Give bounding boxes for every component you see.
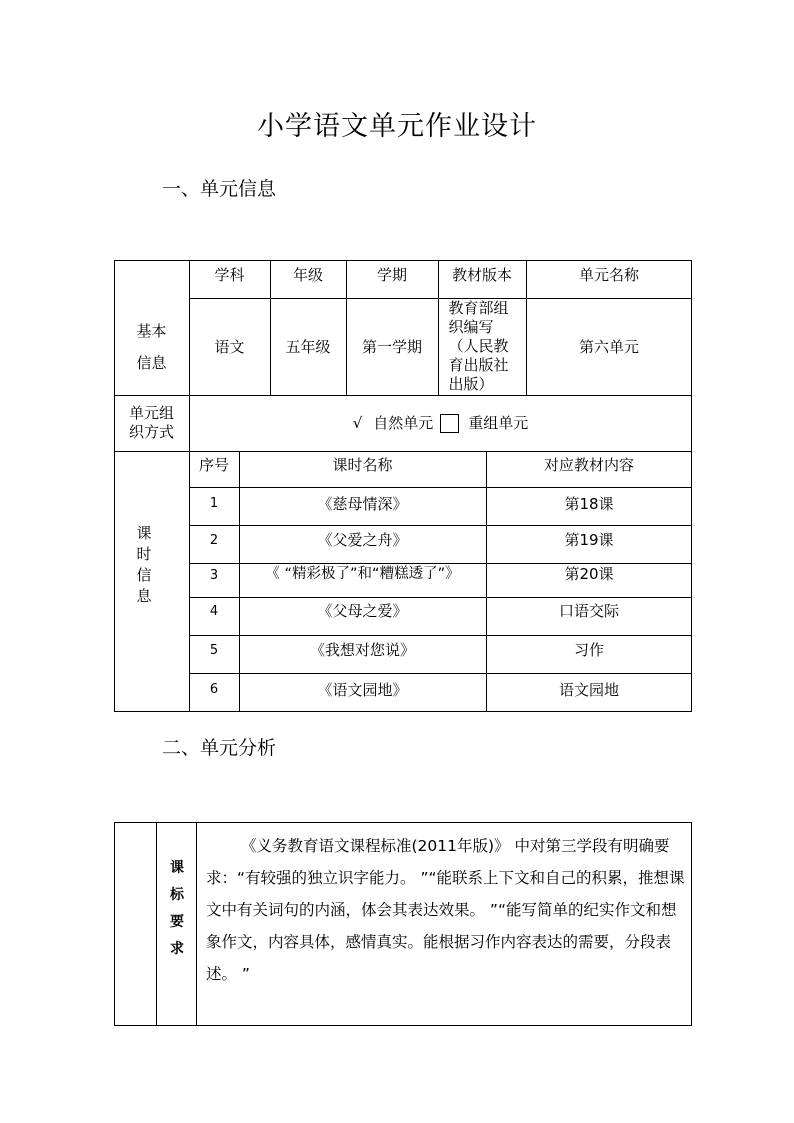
- curriculum-label-char3: 要: [170, 914, 184, 930]
- lesson-no: 4: [209, 604, 219, 619]
- value-textbook-edition-text: 教育部组织编写（人民教育出版社出版）: [448, 299, 509, 393]
- section-heading-unit-info: 一、单元信息: [162, 178, 277, 200]
- lesson-no: 3: [209, 568, 219, 583]
- lesson-no: 1: [209, 495, 219, 511]
- lesson-content: 语文园地: [558, 680, 619, 699]
- lesson-header-name: 课时名称: [332, 456, 393, 474]
- lesson-info-label: [114, 451, 174, 679]
- curriculum-standard-label: [158, 855, 196, 963]
- option-regrouped-unit: 重组单元: [468, 414, 529, 432]
- basic-info-label: [114, 298, 189, 395]
- value-term: 第一学期: [361, 337, 422, 356]
- lesson-content: 第20课: [564, 565, 614, 583]
- value-textbook-edition: [442, 298, 526, 395]
- lesson-name: 《慈母情深》: [317, 494, 408, 513]
- curriculum-label-char4: 求: [170, 941, 184, 957]
- section-heading-unit-analysis: 二、单元分析: [162, 737, 277, 759]
- value-unit-name: 第六单元: [578, 337, 639, 356]
- header-grade: 年级: [292, 266, 323, 284]
- curriculum-label-char1: 课: [170, 860, 184, 876]
- lesson-name: 《父母之爱》: [317, 602, 408, 620]
- lesson-no: 6: [209, 681, 219, 697]
- basic-info-label-line1: 基本: [136, 321, 167, 340]
- lesson-no: 5: [209, 642, 219, 658]
- lesson-label-char2: 时: [136, 545, 152, 563]
- curriculum-label-char2: 标: [170, 887, 184, 903]
- lesson-no: 2: [209, 533, 219, 548]
- header-unit-name: 单元名称: [578, 266, 639, 284]
- document-title: 小学语文单元作业设计: [257, 111, 537, 142]
- lesson-name: 《父爱之舟》: [317, 531, 408, 549]
- basic-info-label-line2: 信息: [136, 353, 167, 372]
- value-grade: 五年级: [285, 337, 331, 356]
- header-textbook-edition: 教材版本: [451, 266, 512, 284]
- org-method-label-line1: 单元组: [128, 404, 174, 422]
- lesson-content: 习作: [573, 640, 604, 659]
- lesson-name: 《 “精彩极了”和“糟糕透了”》: [265, 566, 460, 582]
- org-method-label-line2: 织方式: [128, 423, 174, 441]
- value-subject: 语文: [214, 337, 245, 356]
- lesson-label-char3: 信: [136, 566, 152, 584]
- option-natural-unit: 自然单元: [373, 414, 434, 432]
- lesson-name: 《语文园地》: [317, 680, 408, 699]
- checked-mark-icon: √: [352, 414, 363, 432]
- curriculum-standard-paragraph: 《义务教育语文课程标准(2011年版)》 中对第三学段有明确要求：“有较强的独立识字能力。 ”“能联系上下文和自己的积累，推想课文中有关词句的内涵，体会其表达效果。 ”“能写简单的纪实作文和想象作文，内容具体，感情真实。能根据习作内容表达的需要，分段表述。 ”: [206, 837, 685, 983]
- lesson-header-content: 对应教材内容: [543, 456, 634, 474]
- lesson-content: 口语交际: [558, 602, 619, 620]
- lesson-content: 第18课: [564, 494, 614, 513]
- lesson-label-char1: 课: [136, 524, 152, 542]
- curriculum-standard-text: [206, 830, 688, 990]
- org-method-label: [114, 395, 189, 451]
- header-term: 学期: [376, 266, 407, 284]
- lesson-label-char4: 息: [136, 587, 152, 605]
- lesson-header-no: 序号: [198, 456, 229, 474]
- lesson-content: 第19课: [564, 531, 614, 549]
- header-subject: 学科: [214, 266, 245, 284]
- org-method-options: [189, 395, 692, 451]
- checkbox-regrouped-unit[interactable]: [440, 414, 459, 433]
- lesson-name: 《我想对您说》: [309, 640, 415, 659]
